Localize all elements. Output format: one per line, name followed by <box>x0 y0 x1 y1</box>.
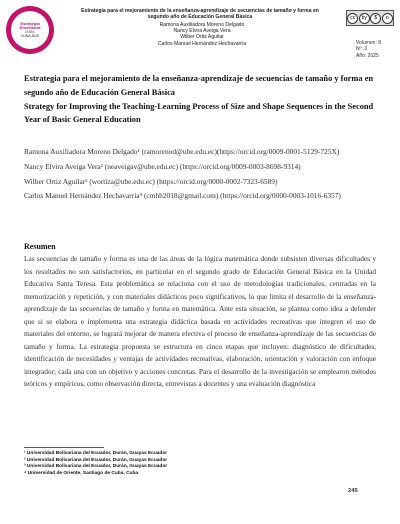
running-author: Ramona Auxiliadora Moreno Delgado <box>159 22 245 28</box>
running-authors <box>100 22 304 47</box>
footnotes <box>24 451 167 477</box>
running-author: Carlos Manuel Hernández Hechavarría <box>157 40 247 47</box>
article-title <box>24 72 376 127</box>
logo-brand-line2: Enseñanza <box>19 24 41 30</box>
cc-icon: cc <box>347 13 358 24</box>
author-entry: Wilber Ortiz Aguilar³ (wortiza@ube.edu.ec) (https://orcid.org/0000-0002-7323-6589) <box>24 176 278 186</box>
author-entry: Nancy Elvira Aveiga Vera² (neaveigav@ube.edu.ec) (https://orcid.org/0009-0003-8698-9314) <box>24 161 301 171</box>
footnote: ⁴ Universidad de Oriente, Santiago de Cuba, Cuba <box>24 470 139 476</box>
abstract-heading: Resumen <box>24 242 56 251</box>
nc-icon: $ <box>370 13 381 24</box>
volume-info <box>356 40 381 59</box>
title-spanish: Estrategia para el mejoramiento de la enseñanza-aprendizaje de secuencias de tamaño y forma en segundo año de Educación General Básica <box>24 74 373 97</box>
volume: Volumen: 8 <box>356 40 382 46</box>
footnote: ² Universidad Bolivariana del Ecuador, Durán, Guayas Ecuador <box>24 457 168 463</box>
sa-icon: o <box>382 13 393 24</box>
logo-extra: VUNA-BUE <box>20 34 40 39</box>
logo-issn: ISSN: <box>25 30 35 34</box>
page-number: 245 <box>348 488 358 494</box>
by-icon: by <box>359 13 370 24</box>
title-english: Strategy for Improving the Teaching-Learning Process of Size and Shape Sequences in the Second Year of Basic General Education <box>24 101 374 125</box>
running-author: Wilber Ortiz Aguilar <box>180 34 224 41</box>
running-author: Nancy Elvira Aveiga Vera <box>173 28 231 35</box>
author-entry: Carlos Manuel Hernández Hechavarría⁴ (cmhh2018@gmail.com) (https://orcid.org/0000-0003-1016-6357) <box>24 191 341 201</box>
footnote-divider <box>24 447 104 448</box>
author-entry: Ramona Auxiliadora Moreno Delgado¹ (ramorenod@ube.edu.ec)(https://orcid.org/0009-0001-5129-725X) <box>24 147 340 156</box>
running-title: Estrategia para el mejoramiento de la enseñanza-aprendizaje de secuencias de tamaño y forma en segundo año de Educación General Básica <box>81 8 319 20</box>
journal-logo <box>6 6 54 54</box>
issue-number: Nº: 3 <box>356 46 367 53</box>
logo-brand-line1: Estrategia <box>20 20 40 26</box>
cc-license-badge[interactable] <box>346 10 394 26</box>
journal-logo-inner <box>11 11 49 49</box>
footnote: ³ Universidad Bolivariana del Ecuador, Durán, Guayas Ecuador <box>24 464 168 470</box>
year: Año: 2025 <box>356 52 379 59</box>
abstract-body: Las secuencias de tamaño y forma es una de las áreas de la lógica matemática donde subsisten diversas dificultades y los resultados no son satisfactorios, en particular en el segundo grado de Educación General Básica en la Unidad Educativa Santa Teresa. Esta problemática se relaciona con el uso de metodologías tradicionales, centradas en la memorización y repetición, y con materiales didácticos poco significativos, lo que limita el desarrollo de la enseñanza-aprendizaje de las secuencias de tamaño y forma en matemática. Ante esta situación, se plantea como idea a defender que si se elabora e implementa una estrategia didáctica basada en actividades recreativas que integren el uso de materiales del entorno, se logrará mejorar de manera efectiva el proceso de enseñanza-aprendizaje de las secuencias de tamaño y forma. La estrategia propuesta se estructura en cinco etapas que incluyen: diagnóstico de dificultades, identificación de necesidades y ventajas de actividades recreativas, elaboración, orientación y valoración con enfoque integrador; cada una con un objetivo y acciones concretas. Para el desarrollo de la investigación se emplearon métodos teóricos y empíricos, como observación directa, entrevistas a docentes y una evaluación diagnóstica <box>24 254 376 388</box>
author-list <box>24 146 376 205</box>
footnote: ¹ Universidad Bolivariana del Ecuador, Durán, Guayas Ecuador <box>24 451 168 456</box>
